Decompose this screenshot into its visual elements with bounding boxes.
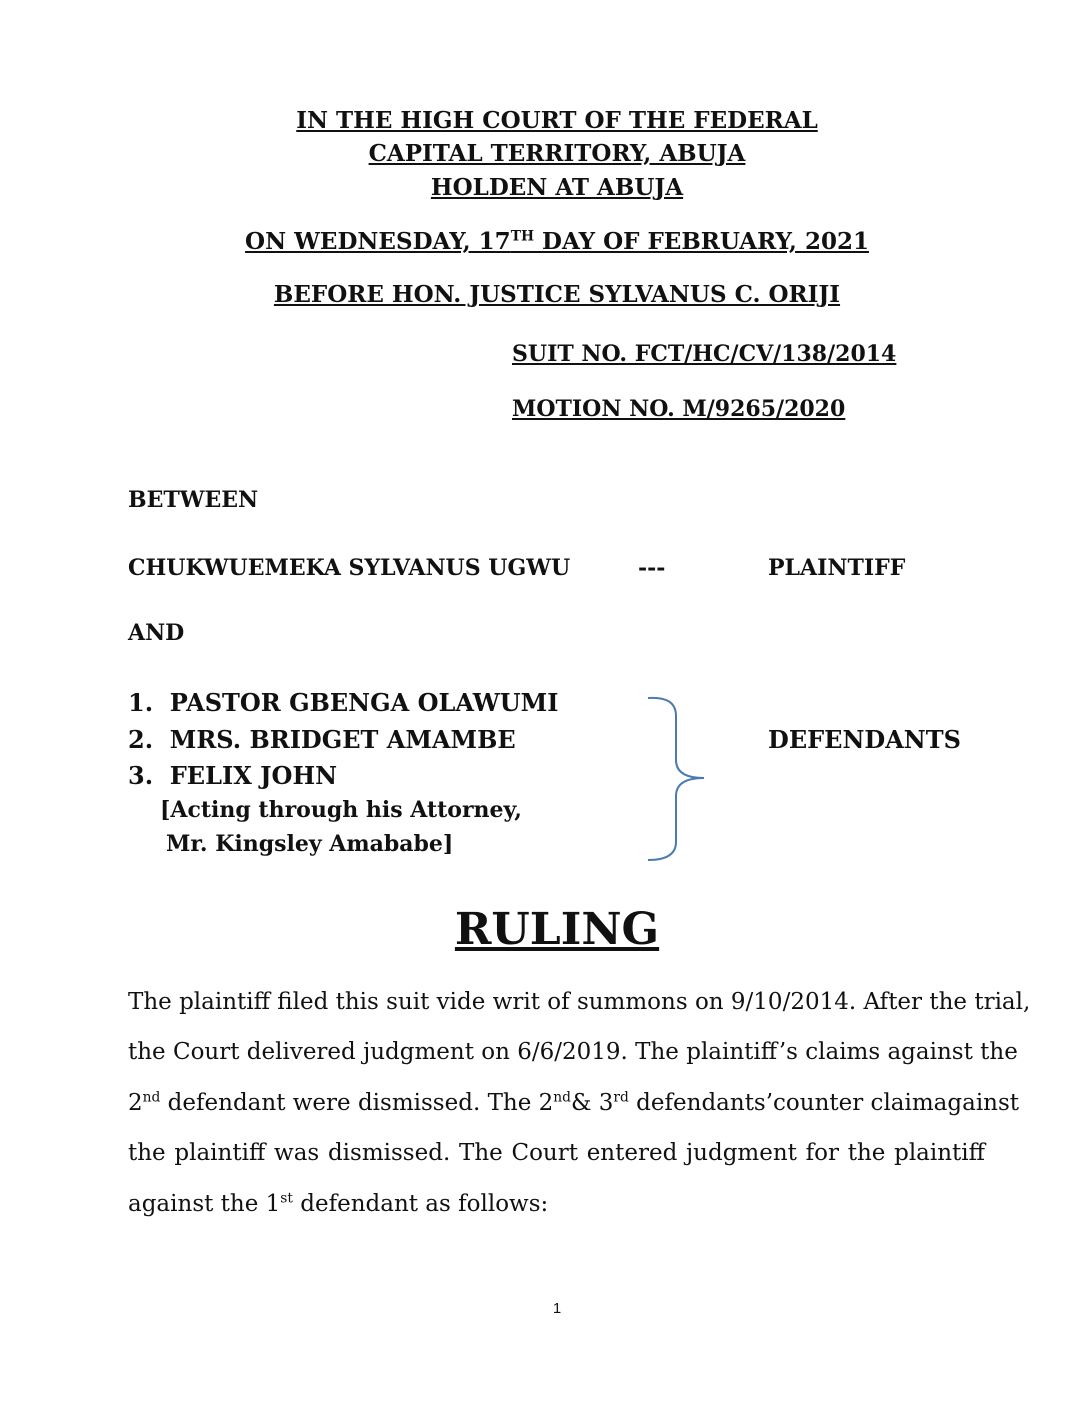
and-label: AND [128,620,185,646]
ruling-heading: RULING [454,904,660,955]
defendant-2: 2. MRS. BRIDGET AMAMBE [128,725,516,754]
defendant-3: 3. FELIX JOHN [128,761,338,790]
hearing-date: ON WEDNESDAY, 17TH DAY OF FEBRUARY, 2021 [245,228,869,255]
suit-number: SUIT NO. FCT/HC/CV/138/2014 [512,341,897,367]
ruling-paragraph-line-3: 2nd defendant were dismissed. The 2nd& 3rd defendants’counter claimagainst [128,1089,1020,1116]
page-number: 1 [552,1300,562,1317]
presiding-judge: BEFORE HON. JUSTICE SYLVANUS C. ORIJI [273,281,841,308]
court-title-line-2: CAPITAL TERRITORY, ABUJA [368,140,746,167]
court-title-line-3: HOLDEN AT ABUJA [430,174,684,201]
defendants-brace [640,690,720,870]
motion-number: MOTION NO. M/9265/2020 [512,396,846,422]
ruling-paragraph-line-1: The plaintiff filed this suit vide writ of summons on 9/10/2014. After the trial, [128,989,1031,1015]
between-label: BETWEEN [128,487,259,513]
defendant-1: 1. PASTOR GBENGA OLAWUMI [128,688,559,717]
attorney-line-1: [Acting through his Attorney, [160,797,522,823]
plaintiff-label: PLAINTIFF [768,555,906,581]
ruling-paragraph-line-4: the plaintiff was dismissed. The Court entered judgment for the plaintiff [128,1140,985,1166]
party-separator: --- [638,555,666,581]
ruling-paragraph-line-5: against the 1st defendant as follows: [128,1190,549,1217]
ruling-paragraph-line-2: the Court delivered judgment on 6/6/2019. The plaintiff’s claims against the [128,1039,1018,1065]
defendants-label: DEFENDANTS [768,725,961,754]
attorney-line-2: Mr. Kingsley Amababe] [166,831,454,857]
plaintiff-name: CHUKWUEMEKA SYLVANUS UGWU [128,555,571,581]
court-title-line-1: IN THE HIGH COURT OF THE FEDERAL [296,107,818,134]
